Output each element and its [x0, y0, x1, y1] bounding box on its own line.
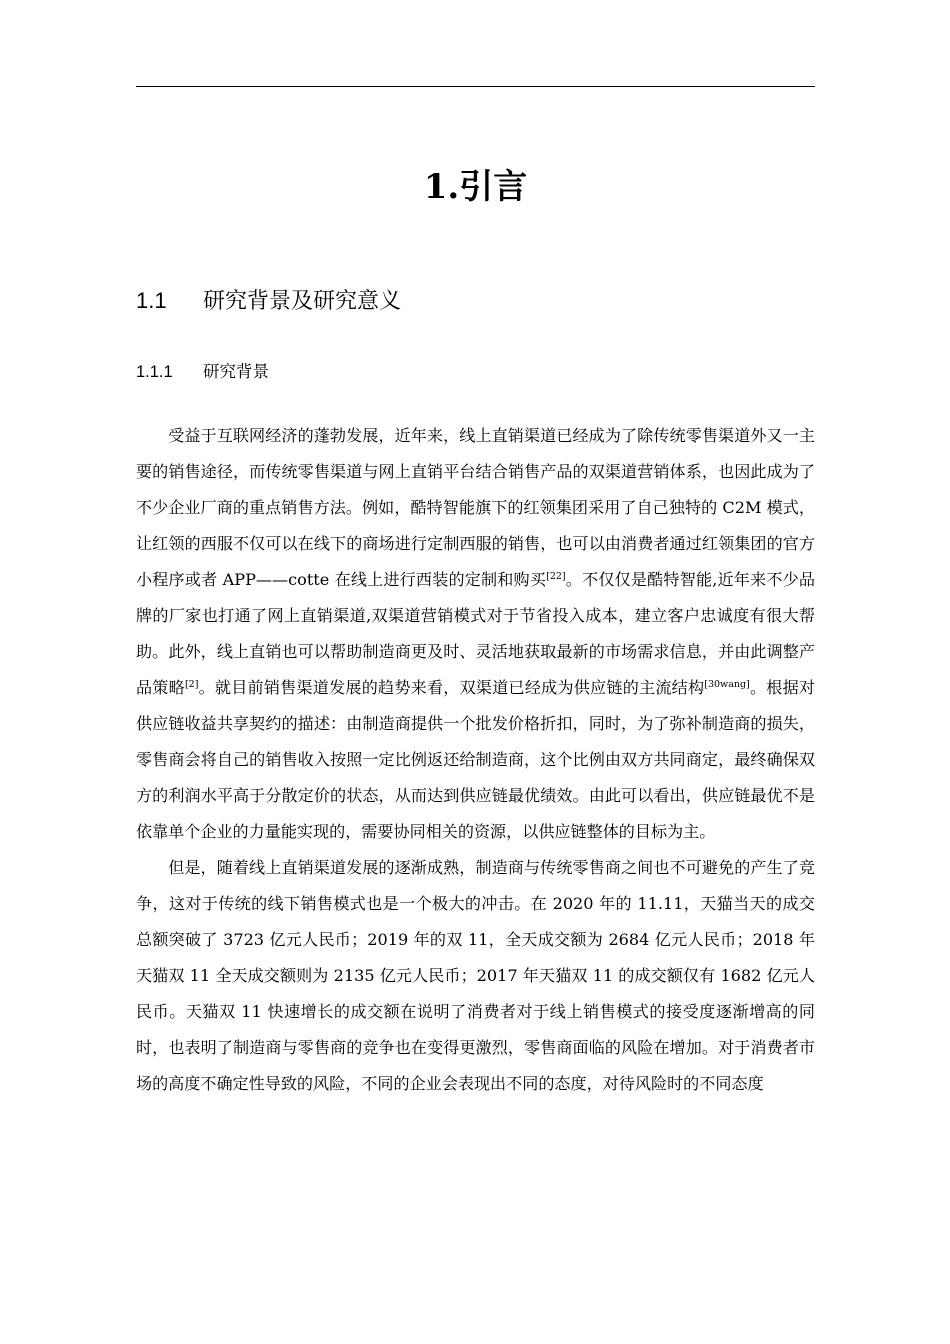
section-title: 研究背景及研究意义 — [203, 289, 402, 314]
paragraph — [136, 850, 815, 1102]
citation: [30wang] — [704, 679, 750, 690]
header-rule — [136, 86, 815, 87]
section-heading — [136, 284, 815, 319]
chapter-number: 1. — [423, 167, 460, 207]
paragraph — [136, 418, 815, 850]
section-number: 1.1 — [136, 288, 167, 313]
paragraph-text: 但是，随着线上直销渠道发展的逐渐成熟，制造商与传统零售商之间也不可避免的产生了竞争，这对于传统的线下销售模式也是一个极大的冲击。在 2020 年的 11.11，天猫当天的成交总额突破了 3723 亿元人民币；2019 年的双 11，全天成交额为 2684 亿元人民币；2018 年天猫双 11 全天成交额则为 2135 亿元人民币；2017 年天猫双 11 的成交额仅有 1682 亿元人民币。天猫双 11 快速增长的成交额在说明了消费者对于线上销售模式的接受度逐渐增高的同时，也表明了制造商与零售商的竞争也在变得更激烈，零售商面临的风险在增加。对于消费者市场的高度不确定性导致的风险，不同的企业会表现出不同的态度，对待风险时的不同态度 — [136, 858, 815, 1093]
subsection-heading — [136, 358, 815, 386]
chapter-title-text: 引言 — [459, 167, 528, 207]
paragraph-text: 。就目前销售渠道发展的趋势来看，双渠道已经成为供应链的主流结构 — [198, 678, 705, 697]
subsection-title: 研究背景 — [203, 362, 269, 381]
paragraph-text: 。根据对供应链收益共享契约的描述：由制造商提供一个批发价格折扣，同时，为了弥补制造商的损失，零售商会将自己的销售收入按照一定比例返还给制造商，这个比例由双方共同商定，最终确保双方的利润水平高于分散定价的状态，从而达到供应链最优绩效。由此可以看出，供应链最优不是依靠单个企业的力量能实现的，需要协同相关的资源，以供应链整体的目标为主。 — [136, 678, 816, 841]
paragraph-text: 受益于互联网经济的蓬勃发展，近年来，线上直销渠道已经成为了除传统零售渠道外又一主要的销售途径，而传统零售渠道与网上直销平台结合销售产品的双渠道营销体系，也因此成为了不少企业厂商的重点销售方法。例如，酷特智能旗下的红领集团采用了自己独特的 C2M 模式，让红领的西服不仅可以在线下的商场进行定制西服的销售，也可以由消费者通过红领集团的官方小程序或者 APP——cotte 在线上进行西装的定制和购买 — [136, 426, 815, 589]
subsection-number: 1.1.1 — [136, 363, 173, 381]
body-text — [136, 418, 815, 1102]
citation: [22] — [546, 571, 566, 582]
citation: [2] — [184, 679, 199, 690]
chapter-title — [136, 163, 815, 211]
paragraph-text: 。不仅仅是酷特智能,近年来不少品牌的厂家也打通了网上直销渠道,双渠道营销模式对于节省投入成本，建立客户忠诚度有很大帮助。此外，线上直销也可以帮助制造商更及时、灵活地获取最新的市场需求信息，并由此调整产品策略 — [136, 570, 815, 697]
